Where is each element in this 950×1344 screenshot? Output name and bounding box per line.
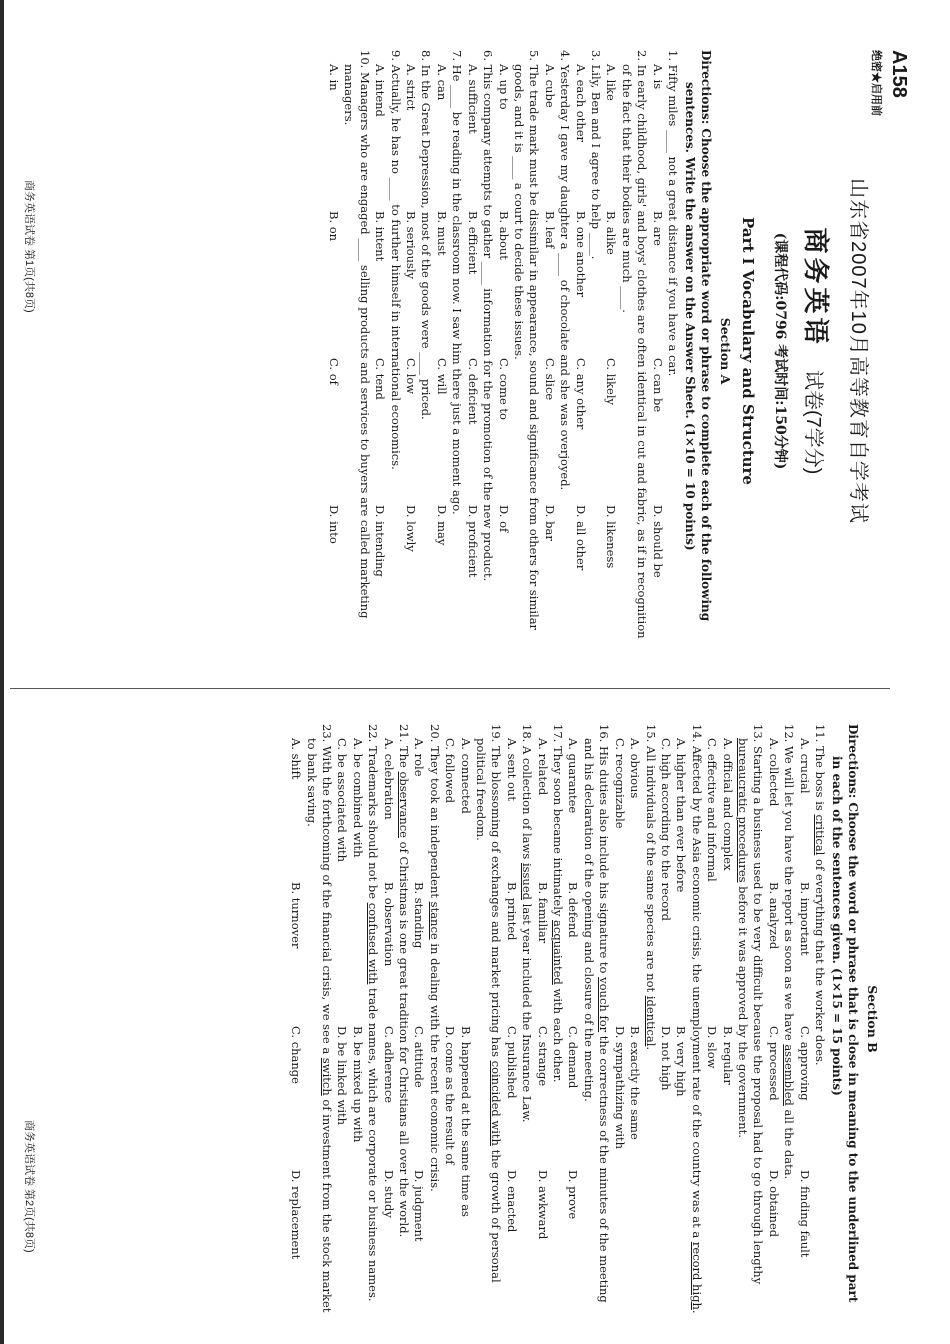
answer-option: C. change [289, 1026, 304, 1084]
answer-option: D. enacted [504, 1170, 519, 1233]
question-stem: 3. Lily, Ben and I agree to help ____. [588, 50, 603, 260]
answer-option: D. bar [542, 505, 557, 541]
answer-option: B. important [797, 882, 812, 956]
answer-option: D. all other [573, 505, 588, 571]
answer-option: A. collected [766, 738, 781, 807]
underlined-phrase: issued [520, 862, 535, 900]
answer-option: B. are [650, 211, 665, 246]
answer-option: D. sympathizing with [612, 1026, 627, 1150]
answer-option: A. intend [373, 64, 388, 117]
answer-option: A. can [434, 64, 449, 101]
answer-option: D. prove [566, 1170, 581, 1220]
answer-option: B. intent [373, 211, 388, 262]
question-stem: 9. Actually, he has no ____ to further himself in international economics. [388, 50, 403, 470]
question-stem: 5. The trade mark must be dissimilar in appearance, sound and significance from others for similar goods, and it is ____ a court to decide these issues. [511, 50, 542, 631]
underlined-phrase: acquainted [551, 920, 566, 985]
answer-option: B. one another [573, 211, 588, 298]
option-row [403, 50, 418, 652]
question-stem: 2. In early childhood, girls' and boys' clothes are often identical in cut and fabric, as if in recognition of the fact that their bodies are much ____. [619, 50, 650, 639]
underlined-phrase: confused with [366, 902, 381, 985]
answer-option: A. cube [542, 64, 557, 108]
question-stem: 4. Yesterday I gave my daughter a ____ of chocolate and she was overjoyed. [558, 50, 573, 491]
underlined-phrase: bureaucratic procedures [735, 738, 750, 883]
answer-option: C. published [504, 1026, 519, 1099]
question-item [495, 50, 541, 652]
question-stem: 1. Fifty miles ____ not a great distance if you have a car. [666, 50, 680, 377]
question-item [464, 50, 495, 652]
answer-option: A. celebration [381, 738, 396, 820]
underlined-phrase: record high [689, 1241, 704, 1310]
option-row [534, 724, 549, 1314]
option-row [503, 724, 518, 1314]
answer-option: D. intending [373, 505, 388, 577]
answer-option: B. efficient [465, 211, 480, 275]
section-b-questions [288, 724, 827, 1314]
underlined-phrase: coincided with [489, 1060, 504, 1146]
answer-option: C. strange [535, 1026, 550, 1087]
answer-option: B. seriously [404, 211, 419, 280]
answer-option: B. leaf [542, 211, 557, 249]
page-2 [0, 700, 950, 1344]
question-stem: 20. They took an independent stance in dealing with the recent economic crisis. [427, 724, 442, 1192]
question-item [288, 724, 334, 1314]
answer-option: B. on [327, 211, 342, 242]
answer-option: B. turnover [289, 882, 304, 949]
option-row [649, 50, 664, 652]
question-stem: 15. All individuals of the same species are not identical. [643, 724, 658, 1051]
answer-option: B. analyzed [766, 882, 781, 950]
question-stem: 11. The boss is critical of everything that the worker does. [813, 724, 827, 1066]
answer-option: D. may [434, 505, 449, 546]
answer-option: B. exactly the same [628, 1026, 643, 1140]
answer-option: C. can be [650, 358, 665, 413]
question-stem: 14. Affected by the Asia economic crisis, the unemployment rate of the country was at a record high. [689, 724, 704, 1314]
answer-option: A. like [604, 64, 619, 101]
question-stem: 18. A collection of laws issued last year included the Insurance Law. [520, 724, 535, 1123]
answer-option: D. study [381, 1170, 396, 1218]
underlined-phrase: identical [643, 995, 658, 1047]
option-row [495, 50, 510, 652]
answer-option: A. each other [573, 64, 588, 143]
answer-option: A. obvious [628, 738, 643, 799]
part-title: Part I Vocabulary and Structure [739, 217, 757, 485]
question-stem: 8. In the Great Depression, most of the goods were ____ priced. [419, 50, 434, 420]
section-b-title: Section B [865, 985, 880, 1053]
answer-option: B. observation [381, 882, 396, 967]
confidential-mark: 绝密★启用前 [870, 50, 882, 116]
answer-option: D. proficient [465, 505, 480, 578]
course-info: (课程代码:0796 考试时间:150分钟) [772, 232, 788, 470]
answer-option: C. demand [566, 1026, 581, 1089]
answer-option: A. strict [404, 64, 419, 111]
underlined-phrase: vouch for [597, 977, 612, 1033]
question-item [603, 50, 649, 652]
answer-option: C. effective and informal [705, 738, 720, 882]
answer-option: A. be combined with [350, 738, 365, 858]
answer-option: C. followed [443, 738, 458, 804]
question-stem: 22. Trademarks should not be confused with trade names, which are corporate or business names. [366, 724, 381, 1302]
underlined-phrase: stance [427, 901, 442, 940]
question-item [765, 724, 796, 1314]
question-stem: 13. Starting a business used to be very difficult because the proposal had to go through lengthy bureaucratic procedures before it was approved by the government. [735, 724, 766, 1285]
question-item [796, 724, 827, 1314]
option-row [611, 724, 642, 1314]
answer-option: C. low [404, 358, 419, 395]
answer-option: A. is [650, 64, 665, 90]
option-row [658, 724, 689, 1314]
question-item [503, 724, 534, 1314]
answer-option: B. must [434, 211, 449, 256]
question-item [572, 50, 603, 652]
exam-title: 山东省2007年10月高等教育自学考试 [847, 178, 869, 524]
answer-option: D. not high [658, 1026, 673, 1091]
answer-option: A. related [535, 738, 550, 796]
section-a-title: Section A [718, 317, 733, 385]
section-b-directions: Directions: Choose the word or phrase that is close in meaning to the underlined part in each of the sentences given. (1×15 = 15 points) [830, 724, 860, 1303]
answer-option: C. of [327, 358, 342, 385]
underlined-phrase: observance [397, 771, 412, 838]
question-stem: 21. The observance of Christmas is one great tradition for Christians all over the world. [397, 724, 412, 1238]
option-row [372, 50, 387, 652]
answer-option: D. be linked with [335, 1026, 350, 1126]
answer-option: D. likeness [604, 505, 619, 569]
question-item [403, 50, 434, 652]
question-stem: 19. The blossoming of exchanges and market pricing has coincided with the growth of personal political freedom. [474, 724, 504, 1283]
question-item [541, 50, 572, 652]
section-a-questions [326, 50, 680, 652]
answer-option: D. finding fault [797, 1170, 812, 1258]
question-item [326, 50, 372, 652]
answer-option: A. in [327, 64, 342, 91]
question-item [658, 724, 704, 1314]
answer-option: A. guarantee [566, 738, 581, 814]
answer-option: D. awkward [535, 1170, 550, 1240]
question-stem: 23. With the forthcoming of the financial crisis, we see a switch of investment from the stock market to bank saving. [304, 724, 334, 1313]
page-2-footer: 商务英语试卷 第2页(共8页) [23, 1120, 35, 1253]
option-row [603, 50, 618, 652]
answer-option: C. attitude [412, 1026, 427, 1088]
option-row [796, 724, 811, 1314]
subject-line [799, 50, 836, 652]
section-a-directions: Directions: Choose the appropriate word or phrase to complete each of the following sentences. Write the answer on the Answer Sheet. (1×10 = 10 points) [683, 50, 713, 622]
answer-option: A. sent out [504, 738, 519, 801]
answer-option: A. role [412, 738, 427, 777]
answer-option: C. slice [542, 358, 557, 401]
question-stem: 16. His duties also include his signature to vouch for the correctness of the minutes of the meeting and his declaration of the opening and closure of the meeting. [581, 724, 612, 1303]
answer-option: D. of [496, 505, 511, 533]
answer-option: C. be associated with [335, 738, 350, 863]
answer-option: B. happened at the same time as [458, 1026, 473, 1217]
question-item [372, 50, 403, 652]
answer-option: D. into [327, 505, 342, 544]
page-divider [10, 688, 890, 689]
answer-option: B. alike [604, 211, 619, 255]
paper-credit: 试卷(7学分) [802, 370, 824, 475]
answer-option: C. any other [573, 358, 588, 430]
question-stem: 12. We will let you have the report as soon as we have assembled all the data. [782, 724, 797, 1180]
question-item [611, 724, 657, 1314]
question-item [442, 724, 504, 1314]
answer-option: A. shift [289, 738, 304, 780]
answer-option: B. printed [504, 882, 519, 941]
answer-option: C. recognizable [612, 738, 627, 829]
option-row [326, 50, 341, 652]
answer-option: C. will [434, 358, 449, 395]
answer-option: C. likely [604, 358, 619, 406]
option-row [334, 724, 365, 1314]
question-item [434, 50, 465, 652]
option-row [704, 724, 735, 1314]
answer-option: D. replacement [289, 1170, 304, 1260]
answer-option: D. lowly [404, 505, 419, 552]
answer-option: B. about [496, 211, 511, 260]
question-item [380, 724, 411, 1314]
answer-option: D. obtained [766, 1170, 781, 1238]
answer-option: B. defend [566, 882, 581, 938]
question-stem: 7. He ____ be reading in the classroom now. I saw him there just a moment ago. [450, 50, 465, 515]
option-row [572, 50, 587, 652]
answer-option: A. higher than ever before [674, 738, 689, 893]
question-item [334, 724, 380, 1314]
answer-option: A. sufficient [465, 64, 480, 134]
option-row [434, 50, 449, 652]
question-item [704, 724, 766, 1314]
answer-option: B. standing [412, 882, 427, 949]
answer-option: B. very high [674, 1026, 689, 1097]
answer-option: A. connected [458, 738, 473, 814]
answer-option: C. high according to the record [658, 738, 673, 922]
underlined-phrase: assembled [782, 1044, 797, 1106]
option-row [442, 724, 473, 1314]
question-item [649, 50, 680, 652]
option-row [565, 724, 580, 1314]
option-row [464, 50, 479, 652]
question-item [534, 724, 565, 1314]
subject-name: 商务英语 [801, 227, 831, 348]
answer-option: C. adherence [381, 1026, 396, 1104]
option-row [541, 50, 556, 652]
answer-option: B. be mixed up with [350, 1026, 365, 1143]
page-1-footer: 商务英语试卷 第1页(共8页) [23, 180, 35, 313]
option-row [288, 724, 303, 1314]
answer-option: A. up to [496, 64, 511, 110]
option-row [765, 724, 780, 1314]
question-item [565, 724, 611, 1314]
answer-option: D. should be [650, 505, 665, 578]
answer-option: C. tend [373, 358, 388, 400]
underlined-phrase: critical [813, 814, 827, 856]
answer-option: A. crucial [797, 738, 812, 794]
answer-option: C. deficient [465, 358, 480, 425]
answer-option: D. come as the result of [443, 1026, 458, 1165]
answer-option: B. regular [720, 1026, 735, 1085]
question-item [411, 724, 442, 1314]
question-stem: 10. Managers who are engaged ____ selling products and services to buyers are called marketing managers. [342, 50, 372, 619]
underlined-phrase: switch [320, 1057, 334, 1096]
answer-option: C. processed [766, 1026, 781, 1101]
answer-option: D. slow [705, 1026, 720, 1069]
option-row [380, 724, 395, 1314]
answer-option: A. official and complex [720, 738, 735, 871]
option-row [411, 724, 426, 1314]
paper-code: A158 [888, 50, 910, 98]
answer-option: C. come to [496, 358, 511, 420]
answer-option: C. approving [797, 1026, 812, 1101]
answer-option: D. judgment [412, 1170, 427, 1242]
question-stem: 17. They soon became intimately acquainted with each other. [551, 724, 566, 1083]
answer-option: B. familiar [535, 882, 550, 944]
question-stem: 6. This company attempts to gather ____ information for the promotion of the new product. [481, 50, 496, 582]
